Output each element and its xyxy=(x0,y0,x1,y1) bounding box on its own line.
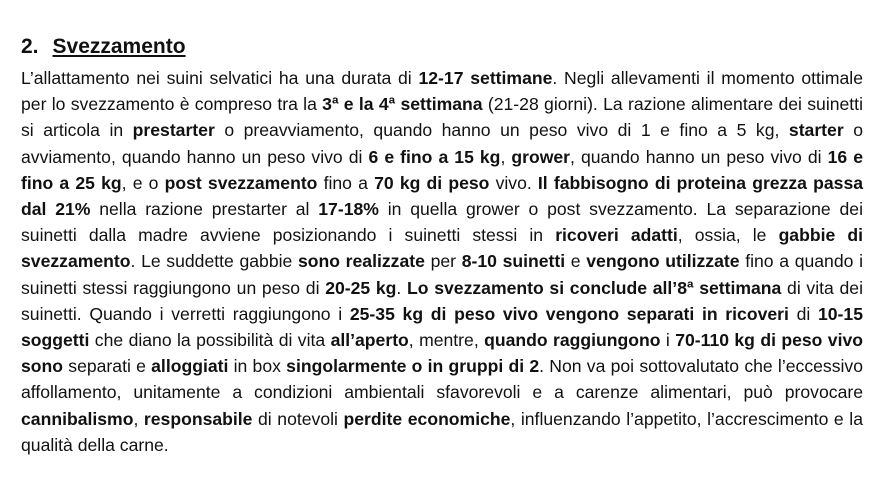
text-run: L’allattamento nei suini selvatici ha una durata di xyxy=(21,68,419,88)
bold-text-run: alloggiati xyxy=(151,356,229,377)
text-run: , e o xyxy=(121,172,165,193)
bold-text-run: gabbie di svezzamento xyxy=(21,225,863,272)
section-heading xyxy=(21,34,863,60)
text-run: , quando hanno un peso vivo di xyxy=(570,146,828,167)
text-run: . Non va poi sottovalutato che l’eccessivo affollamento, unitamente a condizioni ambientali sfavorevoli e a carenze alimentari, può provocare xyxy=(21,356,864,403)
bold-text-run: 25-35 kg di peso vivo vengono separati in ricoveri xyxy=(349,303,789,324)
text-run: di vita dei suinetti. Quando i verretti raggiungono i xyxy=(21,277,863,324)
text-run: . xyxy=(396,277,408,298)
bold-text-run: ricoveri adatti xyxy=(555,225,678,246)
bold-text-run: Lo svezzamento si conclude all’8ª settimana xyxy=(407,277,782,298)
bold-text-run: Il fabbisogno di proteina grezza passa dal 21% xyxy=(21,172,864,220)
text-run: fino a quando i suinetti stessi raggiungono un peso di xyxy=(21,251,863,298)
text-run: nella razione prestarter al xyxy=(90,199,319,220)
bold-text-run: cannibalismo xyxy=(21,408,134,429)
bold-text-run: grower xyxy=(511,146,571,167)
bold-text-run: post svezzamento xyxy=(164,172,318,193)
text-run: in box xyxy=(228,356,287,377)
text-run: i xyxy=(660,330,676,351)
bold-text-run: quando raggiungono xyxy=(484,330,661,351)
section-title: Svezzamento xyxy=(52,35,186,58)
text-run: , ossia, le xyxy=(677,225,779,246)
text-run: separati e xyxy=(63,356,152,377)
bold-text-run: vengono utilizzate xyxy=(586,251,740,272)
bold-text-run: 3ª e la 4ª settimana xyxy=(322,94,483,115)
text-run: , xyxy=(500,146,512,167)
text-run: e xyxy=(565,251,587,272)
bold-text-run: all’aperto xyxy=(330,330,409,351)
bold-text-run: 20-25 kg xyxy=(325,277,397,298)
text-run: . Le suddette gabbie xyxy=(130,251,298,272)
text-run: per xyxy=(424,251,462,272)
bold-text-run: 8-10 suinetti xyxy=(461,251,566,272)
bold-text-run: 6 e fino a 15 kg xyxy=(368,146,501,167)
text-run: vivo. xyxy=(489,172,538,193)
text-run: di notevoli xyxy=(252,408,344,429)
text-run: fino a xyxy=(317,172,375,193)
text-run: che diano la possibilità di vita xyxy=(89,330,331,351)
text-run: . Negli allevamenti il momento ottimale per lo svezzamento è compreso tra la xyxy=(21,68,863,115)
section-number: 2. xyxy=(21,35,39,58)
bold-text-run: 12-17 settimane xyxy=(418,68,553,88)
text-run: , xyxy=(133,408,144,429)
bold-text-run: 70-110 kg di peso vivo sono xyxy=(21,330,863,377)
bold-text-run: prestarter xyxy=(132,120,215,141)
text-run: in quella grower o post svezzamento. La separazione dei suinetti dalla madre avviene posizionando i suinetti stessi in xyxy=(21,199,863,246)
text-run: o preavviamento, quando hanno un peso vivo di 1 e fino a 5 kg, xyxy=(214,120,789,141)
bold-text-run: sono realizzate xyxy=(297,251,425,272)
bold-text-run: perdite economiche xyxy=(343,408,511,429)
body-paragraph xyxy=(21,65,863,458)
bold-text-run: 17-18% xyxy=(318,199,379,220)
text-run: di xyxy=(788,303,818,324)
bold-text-run: 70 kg di peso xyxy=(374,172,490,193)
text-run: (21-28 giorni). La razione alimentare dei suinetti si articola in xyxy=(21,94,863,141)
text-run: , mentre, xyxy=(408,330,485,351)
text-run: o avviamento, quando hanno un peso vivo di xyxy=(21,120,863,167)
bold-text-run: responsabile xyxy=(143,408,253,429)
bold-text-run: starter xyxy=(788,120,844,141)
bold-text-run: 16 e fino a 25 kg xyxy=(21,146,863,193)
bold-text-run: singolarmente o in gruppi di 2 xyxy=(286,356,540,377)
text-run: , influenzando l’appetito, l’accrescimento e la qualità della carne. xyxy=(21,408,863,455)
bold-text-run: 10-15 soggetti xyxy=(21,303,863,351)
